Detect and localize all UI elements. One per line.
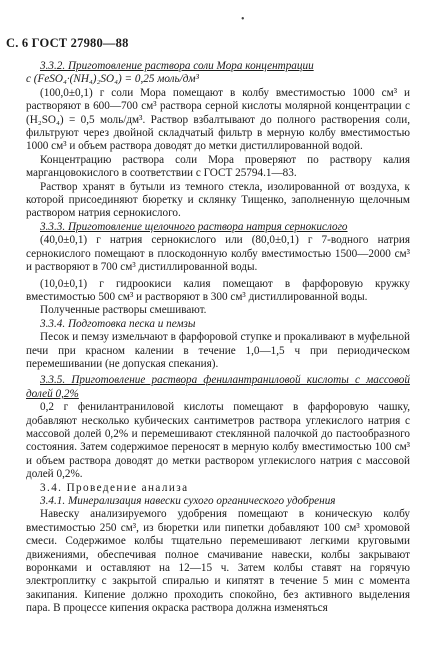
decorative-dot: • <box>241 14 245 25</box>
paragraph: (10,0±0,1) г гидроокиси калия помещают в фарфоровую кружку вместимостью 500 см³ и растворяют в 300 см³ дистиллированной воды. <box>26 277 410 303</box>
document-body <box>26 60 410 616</box>
section-3-4-1-heading: 3.4.1. Минерализация навески сухого органического удобрения <box>40 495 336 507</box>
paragraph: 0,2 г фенилантраниловой кислоты помещают в фарфоровую чашку, добавляют несколько кубических сантиметров раствора углекислого натрия с массовой долей 0,2% и перемешивают стеклянной палочкой до пастообразного состояния. Затем содержимое переносят в мерную колбу вместимостью 100 см³ и объем раствора доводят до метки раствором углекислого натрия с массовой долей 0,2%. <box>26 401 410 481</box>
concentration-formula: c (FeSO₄·(NH₄)₂SO₄) = 0,25 моль/дм³ <box>26 73 199 86</box>
page-number: С. 6 <box>6 36 29 50</box>
section-3-3-5-heading: 3.3.5. Приготовление раствора фенилантраниловой кислоты с массовой долей 0,2% <box>26 374 410 400</box>
paragraph: Песок и пемзу измельчают в фарфоровой ступке и прокаливают в муфельной печи при красном калении в течение 1,0—1,5 ч при периодическом перемешивании (не допуская спекания). <box>26 331 410 370</box>
paragraph: Раствор хранят в бутыли из темного стекла, изолированной от воздуха, к которой присоединяют бюретку и склянку Тищенко, заполненную щелочным раствором натрия сернокислого. <box>26 180 410 220</box>
paragraph: Концентрацию раствора соли Мора проверяют по раствору калия марганцовокислого в соответствии с ГОСТ 25794.1—83. <box>26 153 410 180</box>
section-3-4-heading: 3.4. Проведение анализа <box>40 481 189 494</box>
paragraph: (100,0±0,1) г соли Мора помещают в колбу вместимостью 1000 см³ и растворяют в 600—700 см³ раствора серной кислоты молярной концентрации с (H₂SO₄) = 0,5 моль/дм³. Раствор взбалтывают до полного растворения соли, фильтруют через двойной складчатый фильтр в мерную колбу вместимостью 1000 см³ и объем раствора доводят до метки дистиллированной водой. <box>26 86 410 153</box>
page-header <box>6 36 129 51</box>
paragraph: (40,0±0,1) г натрия сернокислого или (80,0±0,1) г 7-водного натрия сернокислого помещают в плоскодонную колбу вместимостью 1500—2000 см³ и растворяют в 700 см³ дистиллированной воды. <box>26 234 410 274</box>
section-3-3-2-heading: 3.3.2. Приготовление раствора соли Мора концентрации <box>40 60 314 72</box>
paragraph: Навеску анализируемого удобрения помещают в коническую колбу вместимостью 250 см³, из бюретки или пипетки добавляют 100 см³ хромовой смеси. Содержимое колбы тщательно перемешивают легкими круговыми движениями, обеспечивая полное смачивание навески, колбы закрывают воронками и оставляют на 12—15 ч. Затем колбы ставят на горячую электроплитку с закрытой спиралью и кипятят в течение 5 мин с момента закипания. Кипение должно проходить спокойно, без активного выделения пара. В процессе кипения окраска раствора должна изменяться <box>26 508 410 615</box>
section-3-3-3-heading: 3.3.3. Приготовление щелочного раствора натрия сернокислого <box>40 220 348 233</box>
section-3-3-4-heading: 3.3.4. Подготовка песка и пемзы <box>40 317 196 330</box>
paragraph: Полученные растворы смешивают. <box>40 304 207 317</box>
standard-code: ГОСТ 27980—88 <box>31 36 129 50</box>
